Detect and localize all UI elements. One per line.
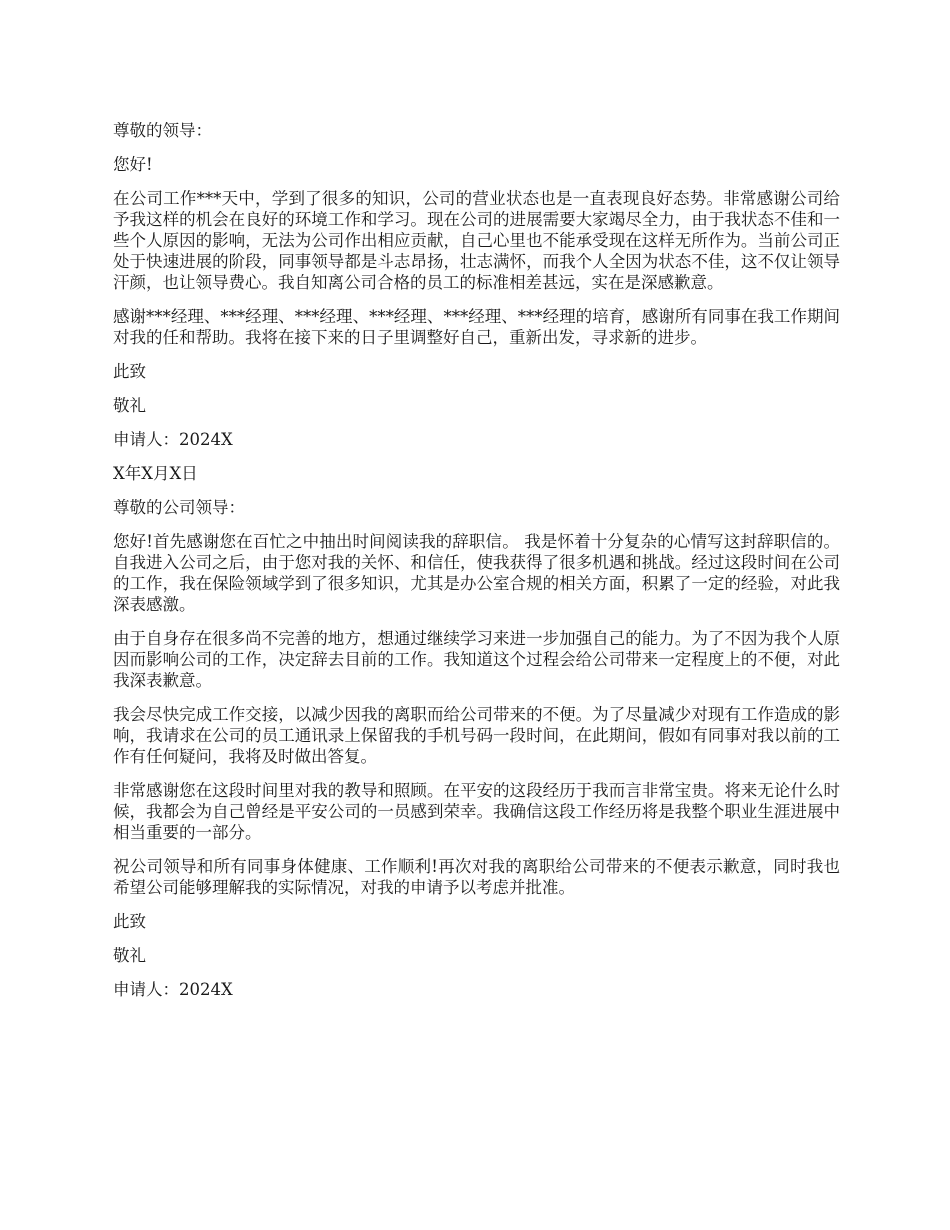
- body-paragraph: 祝公司领导和所有同事身体健康、工作顺利!再次对我的离职给公司带来的不便表示歉意，同时我也希望公司能够理解我的实际情况，对我的申请予以考虑并批准。: [113, 857, 840, 897]
- date: X年X月X日: [113, 464, 198, 483]
- body-paragraph: 在公司工作***天中，学到了很多的知识，公司的营业状态也是一直表现良好态势。非常感谢公司给予我这样的机会在良好的环境工作和学习。现在公司的进展需要大家竭尽全力，由于我状态不佳和一些个人原因的影响，无法为公司作出相应贡献，自己心里也不能承受现在这样无所作为。当前公司正处于快速进展的阶段，同事领导都是斗志昂扬，壮志满怀，而我个人全因为状态不佳，这不仅让领导汗颜，也让领导费心。我自知离公司合格的员工的标准相差甚远，实在是深感歉意。: [113, 189, 840, 292]
- document-page: [113, 120, 840, 1013]
- regards: 敬礼: [113, 946, 146, 965]
- body-paragraph: 由于自身存在很多尚不完善的地方，想通过继续学习来进一步加强自己的能力。为了不因为我个人原因而影响公司的工作，决定辞去目前的工作。我知道这个过程会给公司带来一定程度上的不便，对此我深表歉意。: [113, 629, 840, 690]
- greeting: 您好!: [113, 155, 153, 174]
- closing: 此致: [113, 362, 146, 381]
- closing: 此致: [113, 912, 146, 931]
- salutation: 尊敬的领导：: [113, 121, 212, 140]
- body-paragraph: 我会尽快完成工作交接，以减少因我的离职而给公司带来的不便。为了尽量减少对现有工作造成的影响，我请求在公司的员工通讯录上保留我的手机号码一段时间，在此期间，假如有同事对我以前的工作有任何疑问，我将及时做出答复。: [113, 705, 840, 766]
- applicant: 申请人：2024X: [113, 430, 233, 449]
- body-paragraph: 感谢***经理、***经理、***经理、***经理、***经理、***经理的培育，感谢所有同事在我工作期间对我的任和帮助。我将在接下来的日子里调整好自己，重新出发，寻求新的进步。: [113, 307, 840, 347]
- regards: 敬礼: [113, 396, 146, 415]
- body-paragraph: 非常感谢您在这段时间里对我的教导和照顾。在平安的这段经历于我而言非常宝贵。将来无论什么时候，我都会为自己曾经是平安公司的一员感到荣幸。我确信这段工作经历将是我整个职业生涯进展中相当重要的一部分。: [113, 781, 840, 842]
- body-paragraph: 您好!首先感谢您在百忙之中抽出时间阅读我的辞职信。 我是怀着十分复杂的心情写这封辞职信的。自我进入公司之后，由于您对我的关怀、和信任，使我获得了很多机遇和挑战。经过这段时间在公司的工作，我在保险领域学到了很多知识，尤其是办公室合规的相关方面，积累了一定的经验，对此我深表感激。: [113, 532, 840, 614]
- applicant: 申请人：2024X: [113, 980, 233, 999]
- salutation: 尊敬的公司领导：: [113, 498, 245, 517]
